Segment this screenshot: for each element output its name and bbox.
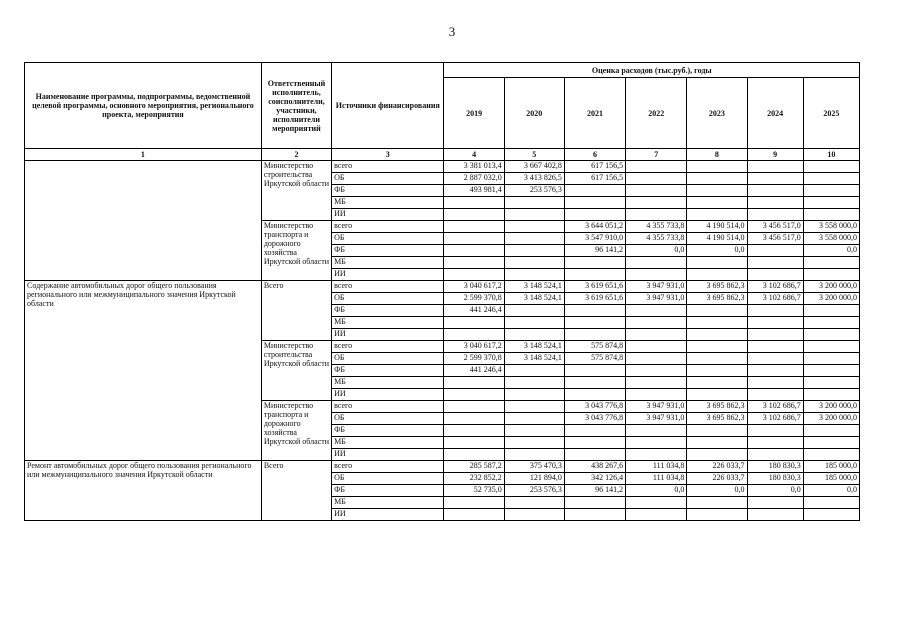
value-cell: [564, 305, 625, 317]
source-cell: ОБ: [332, 173, 444, 185]
value-cell: 3 456 517,0: [747, 221, 803, 233]
value-cell: 3 558 000,0: [803, 233, 859, 245]
value-cell: [747, 245, 803, 257]
header-year: 2020: [504, 78, 564, 149]
value-cell: [747, 161, 803, 173]
value-cell: 96 141,2: [564, 245, 625, 257]
source-cell: МБ: [332, 257, 444, 269]
value-cell: 3 043 776,8: [564, 413, 625, 425]
value-cell: [504, 509, 564, 521]
value-cell: [626, 269, 687, 281]
value-cell: 3 040 617,2: [444, 281, 504, 293]
value-cell: [504, 269, 564, 281]
value-cell: 438 267,6: [564, 461, 625, 473]
value-cell: [687, 437, 747, 449]
value-cell: [687, 449, 747, 461]
value-cell: [687, 209, 747, 221]
value-cell: [803, 353, 859, 365]
value-cell: 3 381 013,4: [444, 161, 504, 173]
page-number: 3: [448, 24, 456, 39]
value-cell: 3 148 524,1: [504, 353, 564, 365]
value-cell: 3 200 000,0: [803, 401, 859, 413]
value-cell: [747, 269, 803, 281]
value-cell: 226 033,7: [687, 461, 747, 473]
value-cell: [687, 341, 747, 353]
value-cell: 575 874,8: [564, 353, 625, 365]
value-cell: 4 355 733,8: [626, 233, 687, 245]
value-cell: [444, 257, 504, 269]
header-source: Источники финансирования: [332, 63, 444, 149]
value-cell: [564, 449, 625, 461]
value-cell: 3 947 931,0: [626, 293, 687, 305]
value-cell: [747, 185, 803, 197]
value-cell: 111 034,8: [626, 473, 687, 485]
value-cell: [687, 377, 747, 389]
value-cell: [444, 509, 504, 521]
source-cell: ФБ: [332, 245, 444, 257]
value-cell: [803, 185, 859, 197]
value-cell: [444, 413, 504, 425]
value-cell: [626, 497, 687, 509]
header-estimate: Оценка расходов (тыс.руб.), годы: [444, 63, 860, 78]
value-cell: 3 148 524,1: [504, 341, 564, 353]
value-cell: [803, 437, 859, 449]
value-cell: 493 981,4: [444, 185, 504, 197]
header-year: 2022: [626, 78, 687, 149]
value-cell: 3 619 651,6: [564, 293, 625, 305]
value-cell: [687, 173, 747, 185]
source-cell: ИИ: [332, 329, 444, 341]
value-cell: [747, 257, 803, 269]
value-cell: [444, 269, 504, 281]
value-cell: 185 000,0: [803, 461, 859, 473]
value-cell: [444, 401, 504, 413]
value-cell: [687, 425, 747, 437]
value-cell: 121 894,0: [504, 473, 564, 485]
source-cell: ИИ: [332, 269, 444, 281]
value-cell: [626, 389, 687, 401]
value-cell: [747, 209, 803, 221]
table-row: [25, 281, 860, 293]
table-row: [25, 461, 860, 473]
source-cell: ФБ: [332, 185, 444, 197]
value-cell: [803, 269, 859, 281]
value-cell: [626, 377, 687, 389]
source-cell: всего: [332, 461, 444, 473]
value-cell: [504, 389, 564, 401]
value-cell: [564, 329, 625, 341]
source-cell: ИИ: [332, 389, 444, 401]
value-cell: [803, 197, 859, 209]
value-cell: [504, 377, 564, 389]
value-cell: [803, 365, 859, 377]
value-cell: [564, 317, 625, 329]
value-cell: 3 102 686,7: [747, 281, 803, 293]
value-cell: [687, 161, 747, 173]
value-cell: 96 141,2: [564, 485, 625, 497]
value-cell: [564, 269, 625, 281]
value-cell: [803, 161, 859, 173]
value-cell: [803, 389, 859, 401]
value-cell: [504, 413, 564, 425]
value-cell: [626, 185, 687, 197]
value-cell: 3 947 931,0: [626, 413, 687, 425]
value-cell: [687, 365, 747, 377]
source-cell: ИИ: [332, 209, 444, 221]
value-cell: 52 735,0: [444, 485, 504, 497]
value-cell: 3 619 651,6: [564, 281, 625, 293]
header-year: 2023: [687, 78, 747, 149]
value-cell: [444, 377, 504, 389]
value-cell: 3 695 862,3: [687, 281, 747, 293]
value-cell: 575 874,8: [564, 341, 625, 353]
value-cell: [504, 305, 564, 317]
value-cell: [626, 257, 687, 269]
value-cell: [803, 377, 859, 389]
column-number: 7: [626, 149, 687, 161]
value-cell: [747, 329, 803, 341]
source-cell: ОБ: [332, 473, 444, 485]
column-number: 8: [687, 149, 747, 161]
source-cell: ОБ: [332, 353, 444, 365]
source-cell: МБ: [332, 197, 444, 209]
value-cell: [444, 245, 504, 257]
value-cell: 4 355 733,8: [626, 221, 687, 233]
value-cell: [803, 509, 859, 521]
source-cell: ОБ: [332, 293, 444, 305]
value-cell: 3 200 000,0: [803, 293, 859, 305]
value-cell: [747, 425, 803, 437]
value-cell: [747, 341, 803, 353]
value-cell: [504, 401, 564, 413]
source-cell: всего: [332, 221, 444, 233]
value-cell: [747, 365, 803, 377]
measure-name: [25, 161, 262, 281]
value-cell: 180 830,3: [747, 461, 803, 473]
value-cell: [803, 449, 859, 461]
value-cell: 0,0: [626, 245, 687, 257]
value-cell: [564, 509, 625, 521]
source-cell: ФБ: [332, 485, 444, 497]
source-cell: МБ: [332, 377, 444, 389]
executor-cell: Министерство транспорта и дорожного хозяйства Иркутской области: [261, 221, 331, 281]
value-cell: [803, 341, 859, 353]
source-cell: всего: [332, 281, 444, 293]
value-cell: [687, 185, 747, 197]
source-cell: всего: [332, 341, 444, 353]
value-cell: 3 558 000,0: [803, 221, 859, 233]
source-cell: ФБ: [332, 305, 444, 317]
value-cell: [626, 341, 687, 353]
value-cell: 3 947 931,0: [626, 401, 687, 413]
value-cell: [687, 353, 747, 365]
column-number: 3: [332, 149, 444, 161]
value-cell: [504, 197, 564, 209]
value-cell: 3 695 862,3: [687, 293, 747, 305]
header-name: Наименование программы, подпрограммы, ведомственной целевой программы, основного мероприятия, регионального проекта, мероприятия: [25, 63, 262, 149]
value-cell: [687, 509, 747, 521]
header-executor: Ответственный исполнитель, соисполнители, участники, исполнители мероприятий: [261, 63, 331, 149]
value-cell: [564, 437, 625, 449]
column-number: 5: [504, 149, 564, 161]
value-cell: [747, 353, 803, 365]
source-cell: ИИ: [332, 449, 444, 461]
value-cell: 441 246,4: [444, 305, 504, 317]
executor-cell: Всего: [261, 461, 331, 521]
value-cell: 0,0: [687, 245, 747, 257]
value-cell: 3 667 402,8: [504, 161, 564, 173]
value-cell: [504, 365, 564, 377]
value-cell: [747, 377, 803, 389]
value-cell: [504, 209, 564, 221]
value-cell: [444, 209, 504, 221]
value-cell: [687, 257, 747, 269]
value-cell: [504, 437, 564, 449]
header-year: 2019: [444, 78, 504, 149]
value-cell: [803, 497, 859, 509]
value-cell: [504, 425, 564, 437]
value-cell: 111 034,8: [626, 461, 687, 473]
value-cell: [747, 437, 803, 449]
value-cell: [626, 437, 687, 449]
value-cell: [687, 389, 747, 401]
value-cell: [626, 161, 687, 173]
table-row: [25, 161, 860, 173]
value-cell: 2 599 370,8: [444, 353, 504, 365]
source-cell: всего: [332, 401, 444, 413]
value-cell: [564, 497, 625, 509]
source-cell: ФБ: [332, 425, 444, 437]
value-cell: [504, 449, 564, 461]
value-cell: 3 043 776,8: [564, 401, 625, 413]
value-cell: 375 470,3: [504, 461, 564, 473]
value-cell: [444, 437, 504, 449]
value-cell: 180 830,3: [747, 473, 803, 485]
value-cell: [626, 425, 687, 437]
measure-name: Содержание автомобильных дорог общего пользования регионального или межмуниципального значения Иркутской области: [25, 281, 262, 461]
value-cell: [803, 425, 859, 437]
value-cell: [626, 449, 687, 461]
value-cell: [504, 329, 564, 341]
value-cell: 185 000,0: [803, 473, 859, 485]
value-cell: [687, 305, 747, 317]
value-cell: [564, 185, 625, 197]
value-cell: [504, 245, 564, 257]
value-cell: 3 040 617,2: [444, 341, 504, 353]
value-cell: [747, 509, 803, 521]
value-cell: [747, 305, 803, 317]
value-cell: 0,0: [626, 485, 687, 497]
value-cell: [803, 329, 859, 341]
value-cell: 342 126,4: [564, 473, 625, 485]
value-cell: 3 102 686,7: [747, 401, 803, 413]
value-cell: [747, 497, 803, 509]
value-cell: 617 156,5: [564, 173, 625, 185]
source-cell: ФБ: [332, 365, 444, 377]
executor-cell: Министерство транспорта и дорожного хозяйства Иркутской области: [261, 401, 331, 461]
value-cell: [626, 197, 687, 209]
source-cell: ИИ: [332, 509, 444, 521]
value-cell: [444, 221, 504, 233]
value-cell: [444, 317, 504, 329]
value-cell: [564, 389, 625, 401]
source-cell: всего: [332, 161, 444, 173]
value-cell: 617 156,5: [564, 161, 625, 173]
value-cell: 3 102 686,7: [747, 413, 803, 425]
value-cell: 0,0: [803, 245, 859, 257]
value-cell: 3 200 000,0: [803, 413, 859, 425]
value-cell: 0,0: [803, 485, 859, 497]
value-cell: [626, 509, 687, 521]
column-number: 1: [25, 149, 262, 161]
value-cell: [687, 497, 747, 509]
column-number: 2: [261, 149, 331, 161]
value-cell: [803, 209, 859, 221]
value-cell: [747, 173, 803, 185]
value-cell: [803, 317, 859, 329]
value-cell: [564, 197, 625, 209]
value-cell: [687, 269, 747, 281]
measure-name: Ремонт автомобильных дорог общего пользования регионального или межмуниципального значения Иркутской области: [25, 461, 262, 521]
header-year: 2024: [747, 78, 803, 149]
value-cell: 253 576,3: [504, 485, 564, 497]
value-cell: 226 033,7: [687, 473, 747, 485]
value-cell: 3 547 910,0: [564, 233, 625, 245]
value-cell: [626, 329, 687, 341]
value-cell: [504, 221, 564, 233]
source-cell: ОБ: [332, 413, 444, 425]
value-cell: [803, 173, 859, 185]
value-cell: 3 413 826,5: [504, 173, 564, 185]
value-cell: [747, 449, 803, 461]
value-cell: [444, 389, 504, 401]
value-cell: [504, 257, 564, 269]
column-number: 6: [564, 149, 625, 161]
value-cell: [626, 173, 687, 185]
value-cell: 3 102 686,7: [747, 293, 803, 305]
value-cell: 253 576,3: [504, 185, 564, 197]
value-cell: [564, 365, 625, 377]
value-cell: 3 695 862,3: [687, 413, 747, 425]
value-cell: [444, 233, 504, 245]
value-cell: [444, 329, 504, 341]
value-cell: 4 190 514,0: [687, 221, 747, 233]
column-number: 10: [803, 149, 859, 161]
value-cell: [687, 317, 747, 329]
value-cell: [564, 425, 625, 437]
executor-cell: Министерство строительства Иркутской области: [261, 341, 331, 401]
value-cell: 232 852,2: [444, 473, 504, 485]
value-cell: 2 599 370,8: [444, 293, 504, 305]
value-cell: 3 456 517,0: [747, 233, 803, 245]
executor-cell: Министерство строительства Иркутской области: [261, 161, 331, 221]
value-cell: [626, 209, 687, 221]
value-cell: [747, 197, 803, 209]
value-cell: [626, 317, 687, 329]
source-cell: МБ: [332, 437, 444, 449]
value-cell: [444, 425, 504, 437]
value-cell: [803, 305, 859, 317]
value-cell: 3 947 931,0: [626, 281, 687, 293]
value-cell: 3 148 524,1: [504, 293, 564, 305]
value-cell: 3 200 000,0: [803, 281, 859, 293]
value-cell: 3 148 524,1: [504, 281, 564, 293]
value-cell: [747, 389, 803, 401]
executor-cell: Всего: [261, 281, 331, 341]
value-cell: [504, 317, 564, 329]
value-cell: 3 695 862,3: [687, 401, 747, 413]
header-year: 2025: [803, 78, 859, 149]
value-cell: [564, 209, 625, 221]
source-cell: ОБ: [332, 233, 444, 245]
value-cell: 3 644 051,2: [564, 221, 625, 233]
value-cell: [444, 449, 504, 461]
value-cell: 0,0: [687, 485, 747, 497]
value-cell: [564, 257, 625, 269]
budget-table: [24, 62, 860, 521]
column-number: 4: [444, 149, 504, 161]
value-cell: [504, 233, 564, 245]
column-number: 9: [747, 149, 803, 161]
value-cell: 4 190 514,0: [687, 233, 747, 245]
value-cell: [444, 497, 504, 509]
value-cell: 2 887 032,0: [444, 173, 504, 185]
value-cell: 285 587,2: [444, 461, 504, 473]
source-cell: МБ: [332, 497, 444, 509]
value-cell: [444, 197, 504, 209]
value-cell: [803, 257, 859, 269]
value-cell: [626, 353, 687, 365]
value-cell: [626, 365, 687, 377]
value-cell: [504, 497, 564, 509]
value-cell: [564, 377, 625, 389]
value-cell: [687, 197, 747, 209]
source-cell: МБ: [332, 317, 444, 329]
value-cell: [687, 329, 747, 341]
value-cell: [747, 317, 803, 329]
header-year: 2021: [564, 78, 625, 149]
value-cell: 441 246,4: [444, 365, 504, 377]
value-cell: [626, 305, 687, 317]
value-cell: 0,0: [747, 485, 803, 497]
